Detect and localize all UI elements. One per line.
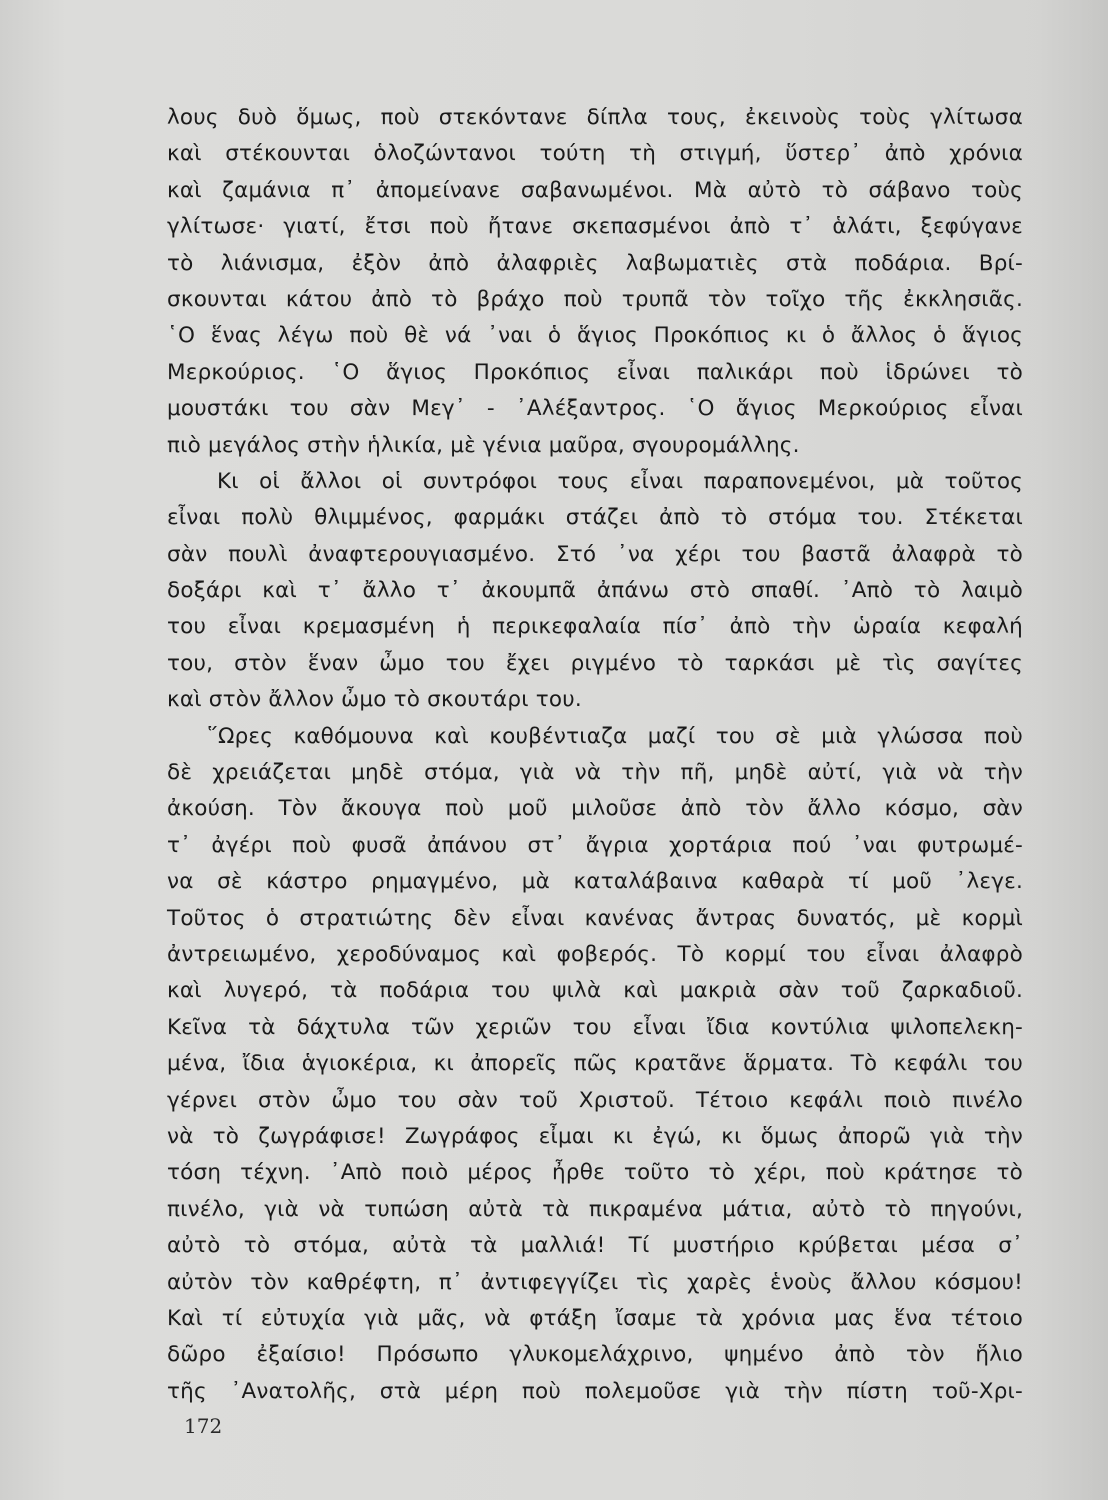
text-line: καὶ στέκουνται ὁλοζώντανοι τούτη τὴ στιγμή, ὕστερ᾿ ἀπὸ χρόνια (167, 141, 1023, 167)
text-line: δὲ χρειάζεται μηδὲ στόμα, γιὰ νὰ τὴν πῆ, μηδὲ αὐτί, γιὰ νὰ τὴν (167, 760, 1023, 786)
text-line: ἀντρειωμένο, χεροδύναμος καὶ φοβερός. Τὸ κορμί του εἶναι ἀλαφρὸ (167, 941, 1023, 967)
paragraph-2 (167, 464, 1023, 719)
page-edge-shadow (1038, 0, 1108, 1500)
text-line: καὶ ζαμάνια π᾿ ἀπομείνανε σαβανωμένοι. Μὰ αὐτὸ τὸ σάβανο τοὺς (167, 177, 1023, 203)
text-line: μουστάκι του σὰν Μεγ᾿ - ᾿Αλέξαντρος. ῾Ο ἅγιος Μερκούριος εἶναι (167, 396, 1023, 422)
text-line: τόση τέχνη. ᾿Απὸ ποιὸ μέρος ἦρθε τοῦτο τὸ χέρι, ποὺ κράτησε τὸ (167, 1160, 1023, 1186)
text-line: ῞Ωρες καθόμουνα καὶ κουβέντιαζα μαζί του σὲ μιὰ γλώσσα ποὺ (207, 723, 1023, 749)
text-line: τῆς ᾿Ανατολῆς, στὰ μέρη ποὺ πολεμοῦσε γιὰ τὴν πίστη τοῦ-Χρι- (167, 1378, 1023, 1404)
text-line: νὰ τὸ ζωγράφισε! Ζωγράφος εἶμαι κι ἐγώ, κι ὅμως ἀπορῶ γιὰ τὴν (167, 1123, 1023, 1149)
text-line: Μερκούριος. ῾Ο ἅγιος Προκόπιος εἶναι παλικάρι ποὺ ἱδρώνει τὸ (167, 359, 1023, 385)
text-line: να σὲ κάστρο ρημαγμένο, μὰ καταλάβαινα καθαρὰ τί μοῦ ᾿λεγε. (167, 869, 1023, 895)
text-line: γλίτωσε· γιατί, ἔτσι ποὺ ἤτανε σκεπασμένοι ἀπὸ τ᾿ ἁλάτι, ξεφύγανε (167, 214, 1023, 240)
page-number: 172 (184, 1414, 223, 1438)
text-line: Κι οἱ ἄλλοι οἱ συντρόφοι τους εἶναι παραπονεμένοι, μὰ τοῦτος (217, 468, 1023, 494)
text-line: του εἶναι κρεμασμένη ἡ περικεφαλαία πίσ᾿ ἀπὸ τὴν ὡραία κεφαλή (167, 614, 1023, 640)
paragraph-3 (167, 719, 1023, 1410)
text-line: εἶναι πολὺ θλιμμένος, φαρμάκι στάζει ἀπὸ τὸ στόμα του. Στέκεται (167, 505, 1023, 531)
text-line: Τοῦτος ὁ στρατιώτης δὲν εἶναι κανένας ἄντρας δυνατός, μὲ κορμὶ (167, 905, 1023, 931)
text-line: σὰν πουλὶ ἀναφτερουγιασμένο. Στό ᾿να χέρι του βαστᾶ ἀλαφρὰ τὸ (167, 541, 1023, 567)
text-line: πιὸ μεγάλος στὴν ἡλικία, μὲ γένια μαῦρα, σγουρομάλλης. (167, 432, 800, 458)
text-line: σκουνται κάτου ἀπὸ τὸ βράχο ποὺ τρυπᾶ τὸν τοῖχο τῆς ἐκκλησιᾶς. (167, 286, 1023, 312)
text-line: του, στὸν ἕναν ὦμο του ἔχει ριγμένο τὸ ταρκάσι μὲ τὶς σαγίτες (167, 650, 1023, 676)
text-line: μένα, ἴδια ἁγιοκέρια, κι ἀπορεῖς πῶς κρατᾶνε ἅρματα. Τὸ κεφάλι του (167, 1051, 1023, 1077)
text-line: καὶ στὸν ἄλλον ὦμο τὸ σκουτάρι του. (167, 687, 582, 713)
text-line: αὐτὸν τὸν καθρέφτη, π᾿ ἀντιφεγγίζει τὶς χαρὲς ἑνοὺς ἄλλου κόσμου! (167, 1269, 1023, 1295)
text-line: τὸ λιάνισμα, ἐξὸν ἀπὸ ἀλαφριὲς λαβωματιὲς στὰ ποδάρια. Βρί- (167, 250, 1023, 276)
text-line: γέρνει στὸν ὦμο του σὰν τοῦ Χριστοῦ. Τέτοιο κεφάλι ποιὸ πινέλο (167, 1087, 1023, 1113)
text-line: ἀκούση. Τὸν ἄκουγα ποὺ μοῦ μιλοῦσε ἀπὸ τὸν ἄλλο κόσμο, σὰν (167, 796, 1023, 822)
text-line: καὶ λυγερό, τὰ ποδάρια του ψιλὰ καὶ μακριὰ σὰν τοῦ ζαρκαδιοῦ. (167, 978, 1023, 1004)
paragraph-1 (167, 100, 1023, 464)
text-line: αὐτὸ τὸ στόμα, αὐτὰ τὰ μαλλιά! Τί μυστήριο κρύβεται μέσα σ᾿ (167, 1233, 1023, 1259)
text-line: Κεῖνα τὰ δάχτυλα τῶν χεριῶν του εἶναι ἴδια κοντύλια ψιλοπελεκη- (167, 1014, 1023, 1040)
text-line: δοξάρι καὶ τ᾿ ἄλλο τ᾿ ἀκουμπᾶ ἀπάνω στὸ σπαθί. ᾿Απὸ τὸ λαιμὸ (167, 578, 1023, 604)
text-line: πινέλο, γιὰ νὰ τυπώση αὐτὰ τὰ πικραμένα μάτια, αὐτὸ τὸ πηγούνι, (167, 1196, 1023, 1222)
text-line: δῶρο ἐξαίσιο! Πρόσωπο γλυκομελάχρινο, ψημένο ἀπὸ τὸν ἥλιο (167, 1342, 1023, 1368)
body-text (167, 100, 1023, 1410)
text-line: Καὶ τί εὐτυχία γιὰ μᾶς, νὰ φτάξη ἴσαμε τὰ χρόνια μας ἕνα τέτοιο (167, 1305, 1023, 1331)
text-line: τ᾿ ἀγέρι ποὺ φυσᾶ ἀπάνου στ᾿ ἄγρια χορτάρια πού ᾿ναι φυτρωμέ- (167, 832, 1023, 858)
text-line: λους δυὸ ὅμως, ποὺ στεκόντανε δίπλα τους, ἐκεινοὺς τοὺς γλίτωσα (167, 105, 1023, 130)
text-line: ῾Ο ἕνας λέγω ποὺ θὲ νά ᾿ναι ὁ ἅγιος Προκόπιος κι ὁ ἄλλος ὁ ἅγιος (167, 323, 1023, 349)
